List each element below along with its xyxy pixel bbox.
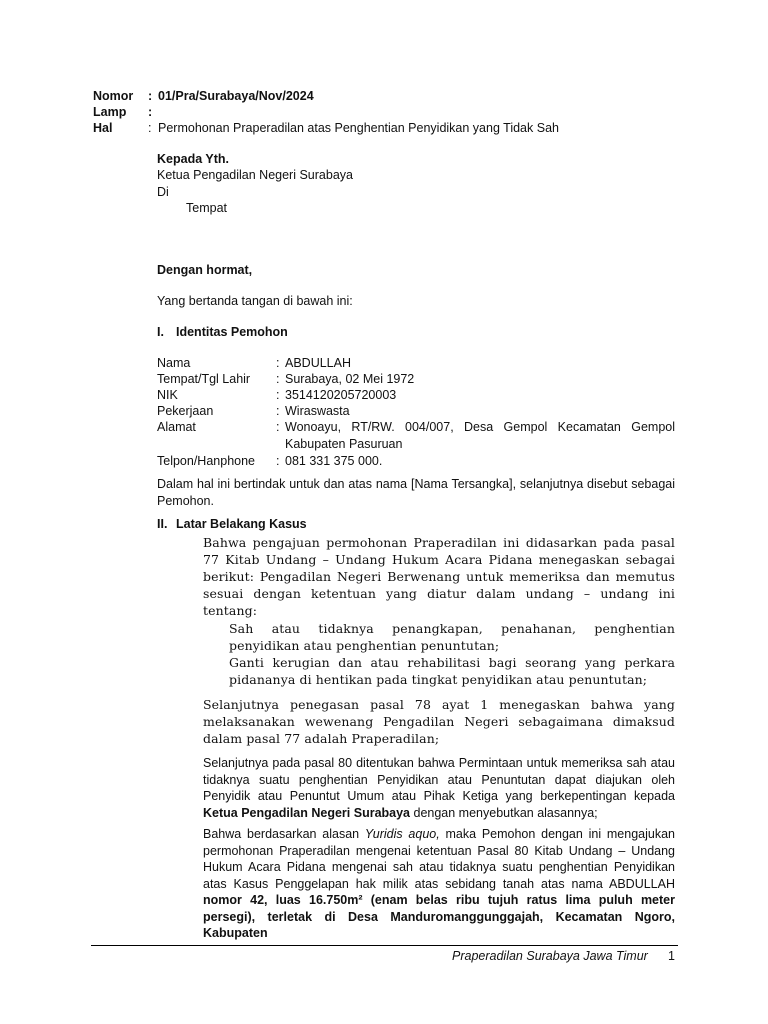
greeting: Dengan hormat,: [157, 263, 253, 277]
hal-colon: :: [148, 121, 152, 135]
identity-label: Pekerjaan: [157, 404, 214, 418]
yuridis-term: Yuridis aquo,: [364, 827, 440, 841]
recipient-kepada: Kepada Yth.: [157, 152, 230, 166]
identity-colon: :: [276, 388, 280, 402]
recipient-tempat: Tempat: [186, 201, 227, 215]
section2-title: Latar Belakang Kasus: [176, 517, 307, 531]
land-details: nomor 42, luas 16.750m² (enam belas ribu tujuh ratus lima puluh meter persegi), terletak di Desa Manduromanggunggajah, Kecamatan Ngoro, Kabupaten: [203, 893, 675, 940]
recipient-line1: Ketua Pengadilan Negeri Surabaya: [157, 168, 353, 182]
paragraph-text: maka Pemohon dengan ini mengajukan permohonan Praperadilan mengenai ketentuan Pasal 80 Kitab Undang – Undang Hukum Acara Pidana mengenai sah atau tidaknya suatu penghentian Penyidikan atas Kasus Penggelapan hak milik atas sebidang tanah atas nama ABDULLAH: [203, 827, 676, 891]
list-item: Sah atau tidaknya penangkapan, penahanan, penghentian penyidikan atau penghentian penuntutan;: [229, 621, 675, 653]
section1-title: Identitas Pemohon: [176, 325, 288, 339]
identity-label: Telpon/Hanphone: [157, 454, 255, 468]
identity-colon: :: [276, 454, 280, 468]
identity-colon: :: [276, 356, 280, 370]
court-name: Ketua Pengadilan Negeri Surabaya: [203, 805, 411, 820]
lamp-colon: :: [148, 105, 153, 119]
identity-label: NIK: [157, 388, 178, 402]
identity-colon: :: [276, 404, 280, 418]
paragraph-yuridis: [203, 826, 675, 942]
footer-text: Praperadilan Surabaya Jawa Timur: [452, 949, 648, 963]
identity-value: 081 331 375 000.: [285, 454, 383, 468]
pemohon-statement: Dalam hal ini bertindak untuk dan atas nama [Nama Tersangka], selanjutnya disebut sebagai Pemohon.: [157, 477, 675, 508]
paragraph-text: Bahwa berdasarkan alasan: [203, 827, 365, 841]
identity-value: Wiraswasta: [285, 404, 350, 418]
identity-value: Surabaya, 02 Mei 1972: [285, 372, 415, 386]
identity-value: ABDULLAH: [285, 356, 351, 370]
paragraph-pasal-78: Selanjutnya penegasan pasal 78 ayat 1 menegaskan bahwa yang melaksanakan wewenang Pengadilan Negeri sebagaimana dimaksud dalam pasal 77 adalah Praperadilan;: [203, 697, 675, 746]
hal-value: Permohonan Praperadilan atas Penghentian Penyidikan yang Tidak Sah: [158, 121, 559, 135]
nomor-colon: :: [148, 89, 153, 103]
identity-label: Alamat: [157, 420, 196, 434]
list-item: Ganti kerugian dan atau rehabilitasi bagi seorang yang perkara pidananya di hentikan pada tingkat penyidikan atau penuntutan;: [229, 655, 675, 687]
page-number: 1: [668, 949, 675, 963]
paragraph-pasal-80: [203, 755, 675, 821]
identity-colon: :: [276, 372, 280, 386]
identity-colon: :: [276, 420, 280, 434]
identity-value: 3514120205720003: [285, 388, 397, 402]
section1-number: I.: [157, 325, 164, 339]
lamp-label: Lamp: [93, 105, 127, 119]
paragraph-pasal-77: Bahwa pengajuan permohonan Praperadilan ini didasarkan pada pasal 77 Kitab Undang – Undang Hukum Acara Pidana menegaskan sebagai berikut: Pengadilan Negeri Berwenang untuk memeriksa dan memutus sesuai dengan ketentuan yang diatur dalam undang – undang ini tentang:: [203, 535, 675, 618]
recipient-di: Di: [157, 185, 169, 199]
nomor-value: 01/Pra/Surabaya/Nov/2024: [158, 89, 314, 103]
section2-number: II.: [157, 517, 168, 531]
identity-label: Nama: [157, 356, 191, 370]
paragraph-text: Selanjutnya pada pasal 80 ditentukan bahwa Permintaan untuk memeriksa sah atau tidaknya suatu penghentian Penyidikan atau Penuntutan dapat diajukan oleh Penyidik atau Penuntut Umum atau Pihak Ketiga yang berkepentingan kepada: [203, 756, 675, 803]
hal-label: Hal: [93, 121, 113, 135]
footer-divider: [91, 945, 678, 946]
intro-text: Yang bertanda tangan di bawah ini:: [157, 294, 353, 308]
identity-value: Wonoayu, RT/RW. 004/007, Desa Gempol Kecamatan Gempol Kabupaten Pasuruan: [285, 420, 675, 451]
identity-label: Tempat/Tgl Lahir: [157, 372, 251, 386]
paragraph-text: dengan menyebutkan alasannya;: [410, 805, 598, 820]
nomor-label: Nomor: [93, 89, 134, 103]
